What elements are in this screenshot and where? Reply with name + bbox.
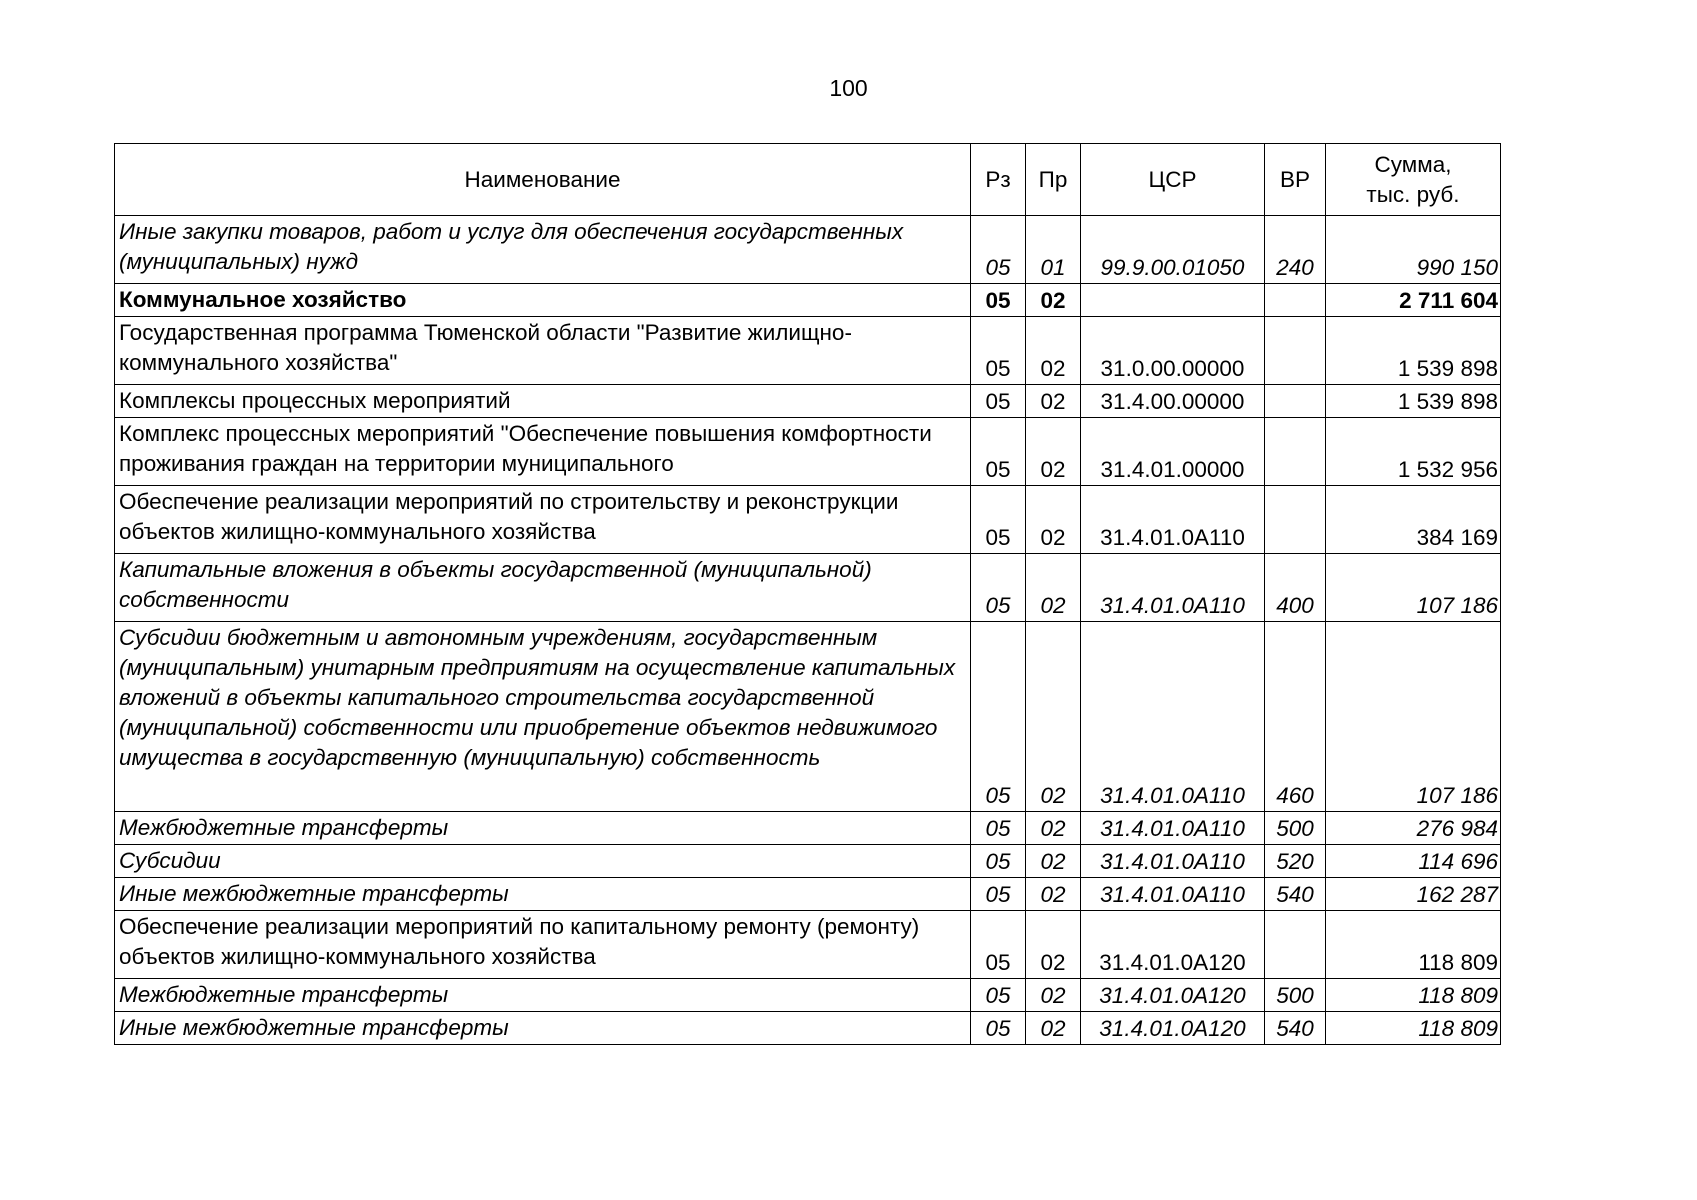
row-name: Комплексы процессных мероприятий (115, 385, 971, 418)
row-sum: 990 150 (1326, 216, 1501, 284)
row-pr: 02 (1026, 418, 1081, 486)
row-name: Обеспечение реализации мероприятий по строительству и реконструкции объектов жилищно-коммунального хозяйства (115, 486, 971, 554)
row-csr: 31.4.01.0А110 (1081, 554, 1265, 622)
table-row (115, 418, 1501, 486)
row-csr: 31.4.01.0А110 (1081, 878, 1265, 911)
row-rz: 05 (971, 317, 1026, 385)
row-pr: 02 (1026, 979, 1081, 1012)
row-sum: 118 809 (1326, 979, 1501, 1012)
table-row (115, 812, 1501, 845)
row-name: Коммунальное хозяйство (115, 284, 971, 317)
row-pr: 02 (1026, 911, 1081, 979)
row-csr: 31.4.01.0А120 (1081, 1012, 1265, 1045)
row-csr: 31.4.01.0А110 (1081, 845, 1265, 878)
row-sum: 107 186 (1326, 622, 1501, 812)
row-vr (1265, 418, 1326, 486)
page-number: 100 (829, 75, 868, 101)
header-csr: ЦСР (1081, 144, 1265, 216)
table-row (115, 486, 1501, 554)
header-rz: Рз (971, 144, 1026, 216)
row-pr: 02 (1026, 486, 1081, 554)
table-row (115, 317, 1501, 385)
header-sum-line2: тыс. руб. (1366, 181, 1460, 207)
row-name: Иные межбюджетные трансферты (115, 878, 971, 911)
row-pr: 02 (1026, 284, 1081, 317)
row-rz: 05 (971, 812, 1026, 845)
table-row (115, 979, 1501, 1012)
budget-table (114, 143, 1501, 1045)
row-name: Субсидии бюджетным и автономным учреждениям, государственным (муниципальным) унитарным предприятиям на осуществление капитальных вложений в объекты капитального строительства государственной (муниципальной) собственности или приобретение объектов недвижимого имущества в государственную (муниципальную) собственность (115, 622, 971, 812)
row-rz: 05 (971, 284, 1026, 317)
table-row (115, 845, 1501, 878)
row-name: Межбюджетные трансферты (115, 812, 971, 845)
row-sum: 114 696 (1326, 845, 1501, 878)
row-sum: 162 287 (1326, 878, 1501, 911)
table-row (115, 216, 1501, 284)
table-row (115, 878, 1501, 911)
row-pr: 02 (1026, 878, 1081, 911)
row-rz: 05 (971, 1012, 1026, 1045)
row-vr: 460 (1265, 622, 1326, 812)
row-vr (1265, 911, 1326, 979)
table-row (115, 554, 1501, 622)
row-pr: 02 (1026, 845, 1081, 878)
row-name: Межбюджетные трансферты (115, 979, 971, 1012)
table-row (115, 1012, 1501, 1045)
table-row (115, 284, 1501, 317)
row-sum: 118 809 (1326, 1012, 1501, 1045)
row-sum: 107 186 (1326, 554, 1501, 622)
row-csr: 31.4.01.0А110 (1081, 486, 1265, 554)
row-csr: 31.4.01.0А110 (1081, 812, 1265, 845)
row-sum: 1 532 956 (1326, 418, 1501, 486)
row-csr: 31.0.00.00000 (1081, 317, 1265, 385)
row-vr (1265, 317, 1326, 385)
row-csr (1081, 284, 1265, 317)
row-vr: 240 (1265, 216, 1326, 284)
row-rz: 05 (971, 216, 1026, 284)
row-vr: 500 (1265, 979, 1326, 1012)
table-row (115, 622, 1501, 812)
row-sum: 1 539 898 (1326, 385, 1501, 418)
row-sum: 2 711 604 (1326, 284, 1501, 317)
row-sum: 1 539 898 (1326, 317, 1501, 385)
row-sum: 276 984 (1326, 812, 1501, 845)
row-csr: 31.4.01.0А120 (1081, 979, 1265, 1012)
row-pr: 02 (1026, 317, 1081, 385)
row-vr (1265, 385, 1326, 418)
row-name: Государственная программа Тюменской области "Развитие жилищно-коммунального хозяйства" (115, 317, 971, 385)
row-rz: 05 (971, 878, 1026, 911)
row-pr: 02 (1026, 554, 1081, 622)
row-pr: 02 (1026, 1012, 1081, 1045)
row-rz: 05 (971, 845, 1026, 878)
row-name: Капитальные вложения в объекты государственной (муниципальной) собственности (115, 554, 971, 622)
row-rz: 05 (971, 622, 1026, 812)
row-name: Иные закупки товаров, работ и услуг для обеспечения государственных (муниципальных) нужд (115, 216, 971, 284)
header-name: Наименование (115, 144, 971, 216)
row-rz: 05 (971, 418, 1026, 486)
header-vr: ВР (1265, 144, 1326, 216)
row-vr: 500 (1265, 812, 1326, 845)
row-rz: 05 (971, 979, 1026, 1012)
row-csr: 31.4.00.00000 (1081, 385, 1265, 418)
table-header-row (115, 144, 1501, 216)
header-sum (1326, 144, 1501, 216)
row-rz: 05 (971, 486, 1026, 554)
row-sum: 384 169 (1326, 486, 1501, 554)
row-rz: 05 (971, 911, 1026, 979)
row-sum: 118 809 (1326, 911, 1501, 979)
row-pr: 02 (1026, 812, 1081, 845)
row-pr: 01 (1026, 216, 1081, 284)
header-sum-line1: Сумма, (1374, 151, 1452, 177)
row-rz: 05 (971, 554, 1026, 622)
row-name: Иные межбюджетные трансферты (115, 1012, 971, 1045)
row-vr (1265, 486, 1326, 554)
row-csr: 31.4.01.0А110 (1081, 622, 1265, 812)
row-vr: 540 (1265, 878, 1326, 911)
row-name: Обеспечение реализации мероприятий по капитальному ремонту (ремонту) объектов жилищно-коммунального хозяйства (115, 911, 971, 979)
row-vr: 540 (1265, 1012, 1326, 1045)
row-pr: 02 (1026, 385, 1081, 418)
table-row (115, 911, 1501, 979)
row-vr: 520 (1265, 845, 1326, 878)
row-name: Субсидии (115, 845, 971, 878)
table-row (115, 385, 1501, 418)
row-csr: 99.9.00.01050 (1081, 216, 1265, 284)
row-vr: 400 (1265, 554, 1326, 622)
row-pr: 02 (1026, 622, 1081, 812)
row-vr (1265, 284, 1326, 317)
row-rz: 05 (971, 385, 1026, 418)
row-csr: 31.4.01.00000 (1081, 418, 1265, 486)
row-name: Комплекс процессных мероприятий "Обеспечение повышения комфортности проживания граждан на территории муниципального (115, 418, 971, 486)
row-csr: 31.4.01.0А120 (1081, 911, 1265, 979)
header-pr: Пр (1026, 144, 1081, 216)
